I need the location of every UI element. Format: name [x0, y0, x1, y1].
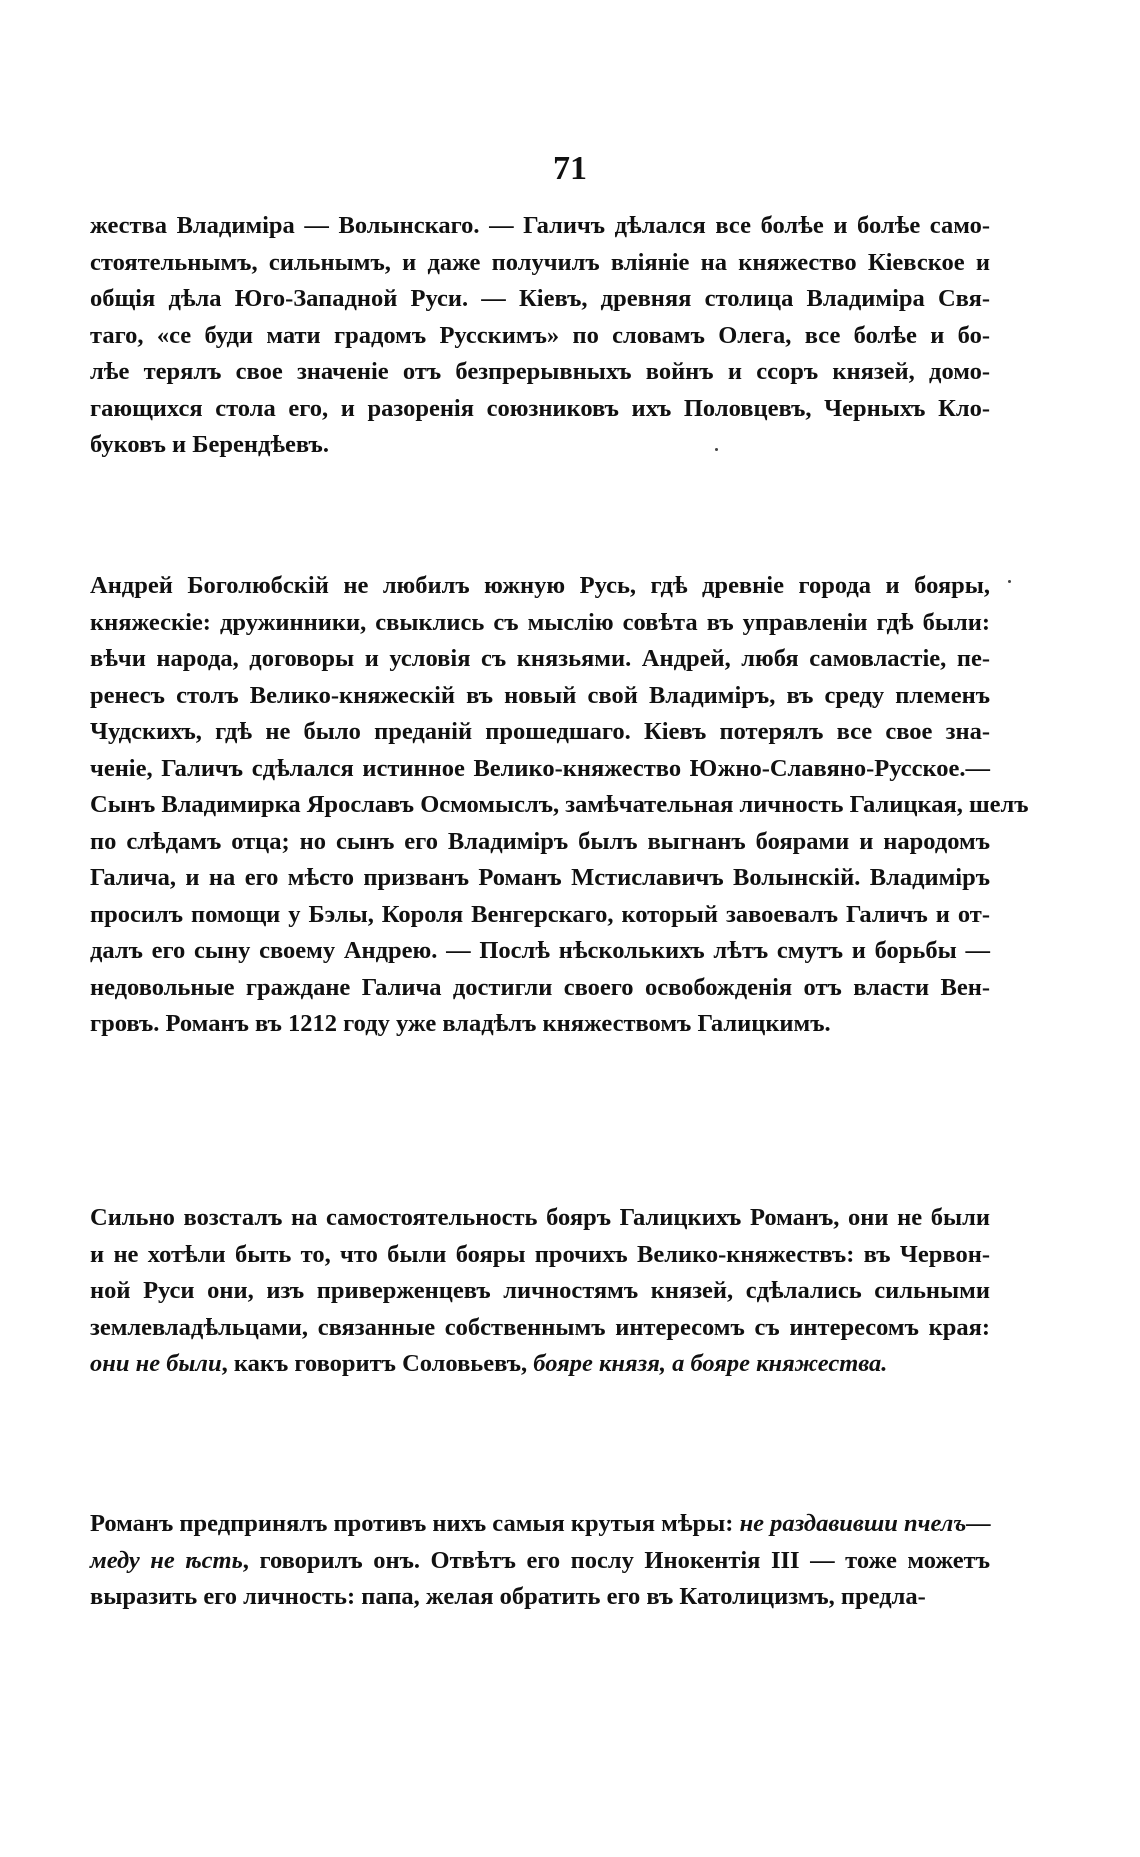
paragraph-4	[90, 1506, 990, 1616]
text-segment: ренесъ столъ Велико-княжескій въ новый свой Владиміръ, въ среду племенъ	[90, 681, 990, 709]
text-segment: жества Владиміра — Волынскаго. — Галичъ дѣлался все болѣе и болѣе само-	[90, 212, 990, 239]
text-line	[90, 245, 990, 282]
text-segment: Романъ предпринялъ противъ нихъ самыя крутыя мѣры:	[90, 1510, 740, 1537]
text-line	[90, 824, 990, 861]
text-segment: буковъ и Берендѣевъ.	[90, 431, 329, 458]
italic-text: не раздавивши пчелъ—	[739, 1510, 991, 1537]
text-line	[90, 1346, 990, 1383]
text-segment: Галича, и на его мѣсто призванъ Романъ Мстиславичъ Волынскій. Владиміръ	[90, 864, 990, 891]
text-line	[90, 1543, 990, 1580]
text-line	[90, 787, 1029, 824]
text-segment: вѣчи народа, договоры и условія съ князьями. Андрей, любя самовластіе, пе-	[90, 645, 990, 672]
text-line	[90, 1237, 990, 1274]
text-segment: Сынъ Владимирка Ярославъ Осмомыслъ, замѣчательная личность Галицкая, шелъ	[90, 791, 1029, 818]
text-segment: лѣе терялъ свое значеніе отъ безпрерывныхъ войнъ и ссоръ князей, домо-	[90, 358, 990, 385]
text-line	[90, 208, 990, 245]
text-segment: по слѣдамъ отца; но сынъ его Владиміръ былъ выгнанъ боярами и народомъ	[90, 827, 990, 855]
text-segment: землевладѣльцами, связанные собственнымъ интересомъ съ интересомъ края:	[90, 1313, 990, 1341]
text-segment: просилъ помощи у Бэлы, Короля Венгерскаго, который завоевалъ Галичъ и от-	[90, 900, 990, 928]
text-segment: , какъ говоритъ Соловьевъ,	[221, 1350, 534, 1377]
text-line	[90, 1200, 990, 1237]
text-segment: княжескіе: дружинники, свыклись съ мыслію совѣта въ управленіи гдѣ были:	[90, 608, 990, 636]
text-segment: гающихся стола его, и разоренія союзниковъ ихъ Половцевъ, Черныхъ Кло-	[90, 394, 990, 422]
text-segment: далъ его сыну своему Андрею. — Послѣ нѣсколькихъ лѣтъ смутъ и борьбы —	[90, 937, 990, 964]
text-line	[90, 568, 990, 605]
text-line	[90, 860, 990, 897]
text-segment: , говорилъ онъ. Отвѣтъ его послу Инокентія III — тоже можетъ	[242, 1546, 990, 1574]
text-line	[90, 970, 990, 1007]
text-line	[90, 427, 990, 464]
text-line	[90, 318, 990, 355]
text-line	[90, 391, 990, 428]
text-segment: Андрей Боголюбскій не любилъ южную Русь, гдѣ древніе города и бояры,	[90, 572, 990, 599]
text-segment: гровъ. Романъ въ 1212 году уже владѣлъ княжествомъ Галицкимъ.	[90, 1010, 831, 1037]
page-number: 71	[553, 150, 587, 187]
italic-text: бояре князя, а бояре княжества.	[533, 1350, 888, 1377]
paragraph-2	[90, 568, 1029, 1043]
text-line	[90, 678, 990, 715]
text-segment: Чудскихъ, гдѣ не было преданій прошедшаго. Кіевъ потерялъ все свое зна-	[90, 718, 990, 745]
text-line	[90, 1579, 990, 1616]
text-segment: стоятельнымъ, сильнымъ, и даже получилъ вліяніе на княжество Кіевское и	[90, 248, 990, 276]
text-segment: ченіе, Галичъ сдѣлался истинное Велико-княжество Южно-Славяно-Русское.—	[90, 754, 990, 782]
text-line	[90, 281, 990, 318]
text-line	[90, 1006, 990, 1043]
text-segment: ной Руси они, изъ приверженцевъ личностямъ князей, сдѣлались сильными	[90, 1277, 990, 1304]
text-line	[90, 1310, 990, 1347]
text-line	[90, 354, 990, 391]
paragraph-1	[90, 208, 990, 464]
print-speck	[715, 448, 718, 451]
text-line	[90, 1273, 990, 1310]
text-segment: недовольные граждане Галича достигли своего освобожденія отъ власти Вен-	[90, 973, 990, 1001]
text-line	[90, 1506, 990, 1543]
text-line	[90, 897, 990, 934]
text-segment: и не хотѣли быть то, что были бояры прочихъ Велико-княжествъ: въ Червон-	[90, 1240, 990, 1268]
print-speck	[1008, 580, 1011, 583]
text-segment: общія дѣла Юго-Западной Руси. — Кіевъ, древняя столица Владиміра Свя-	[90, 285, 990, 312]
text-line	[90, 605, 990, 642]
text-segment: таго, «се буди мати градомъ Русскимъ» по словамъ Олега, все болѣе и бо-	[90, 321, 990, 349]
italic-text: меду не ѣсть	[90, 1546, 243, 1574]
paragraph-3	[90, 1200, 990, 1383]
text-line	[90, 714, 990, 751]
text-segment: выразить его личность: папа, желая обратить его въ Католицизмъ, предла-	[90, 1583, 926, 1610]
text-line	[90, 933, 990, 970]
text-line	[90, 641, 990, 678]
italic-text: они не были	[90, 1350, 222, 1377]
text-segment: Сильно возсталъ на самостоятельность бояръ Галицкихъ Романъ, они не были	[90, 1204, 990, 1231]
text-line	[90, 751, 990, 788]
